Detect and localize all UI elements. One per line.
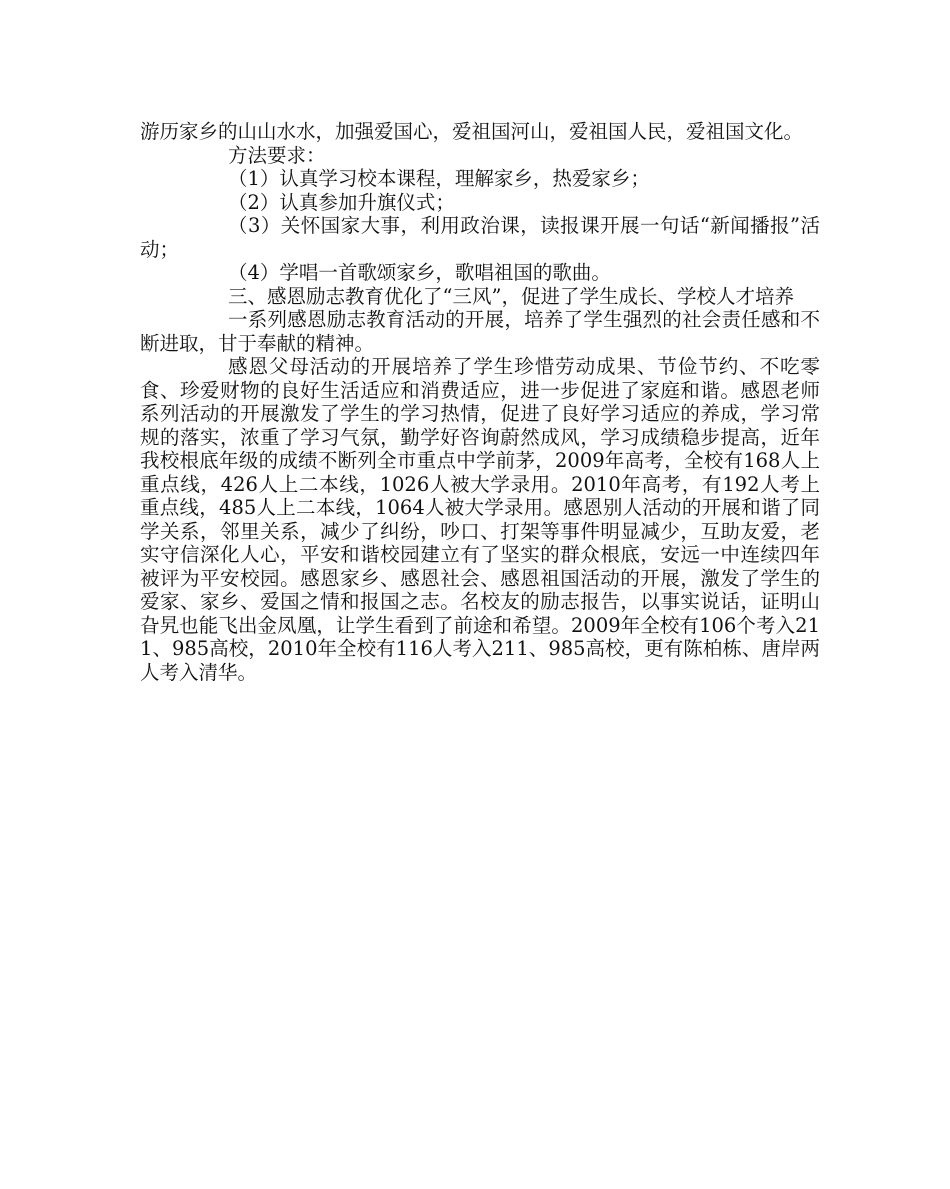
paragraph-method-heading: 方法要求： — [228, 143, 326, 167]
document-body — [140, 120, 820, 684]
paragraph-method-4: （4）学唱一首歌颂家乡，歌唱祖国的歌曲。 — [228, 261, 611, 284]
section-heading-three: 三、感恩励志教育优化了“三风”，促进了学生成长、学校人才培养 — [228, 284, 794, 308]
paragraph-details: 感恩父母活动的开展培养了学生珍惜劳动成果、节俭节约、不吃零食、珍爱财物的良好生活适应和消费适应，进一步促进了家庭和谐。感恩老师系列活动的开展激发了学生的学习热情，促进了良好学习适应的养成，学习常规的落实，浓重了学习气氛，勤学好咨询蔚然成风，学习成绩稳步提高，近年我校根底年级的成绩不断列全市重点中学前茅，2009年高考，全校有168人上重点线，426人上二本线，1026人被大学录用。2010年高考，有192人考上重点线，485人上二本线，1064人被大学录用。感恩别人活动的开展和谐了同学关系，邻里关系，减少了纠纷，吵口、打架等事件明显减少，互助友爱，老实守信深化人心，平安和谐校园建立有了坚实的群众根底，安远一中连续四年被评为平安校园。感恩家乡、感恩社会、感恩祖国活动的开展，激发了学生的爱家、家乡、爱国之情和报国之志。名校友的励志报告，以事实说话，证明山旮旯也能飞出金凤凰，让学生看到了前途和希望。2009年全校有106个考入211、985高校，2010年全校有116人考入211、985高校，更有陈柏栋、唐岸两人考入清华。 — [140, 355, 820, 684]
paragraph-method-1: （1）认真学习校本课程，理解家乡，热爱家乡； — [228, 167, 650, 190]
paragraph-method-2: （2）认真参加升旗仪式； — [228, 190, 455, 214]
paragraph-method-3: （3）关怀国家大事，利用政治课，读报课开展一句话“新闻播报”活动； — [140, 214, 820, 261]
paragraph-continuation: 游历家乡的山山水水，加强爱国心，爱祖国河山，爱祖国人民，爱祖国文化。 — [140, 120, 804, 143]
paragraph-summary: 一系列感恩励志教育活动的开展，培养了学生强烈的社会责任感和不断进取，甘于奉献的精神。 — [140, 308, 820, 355]
